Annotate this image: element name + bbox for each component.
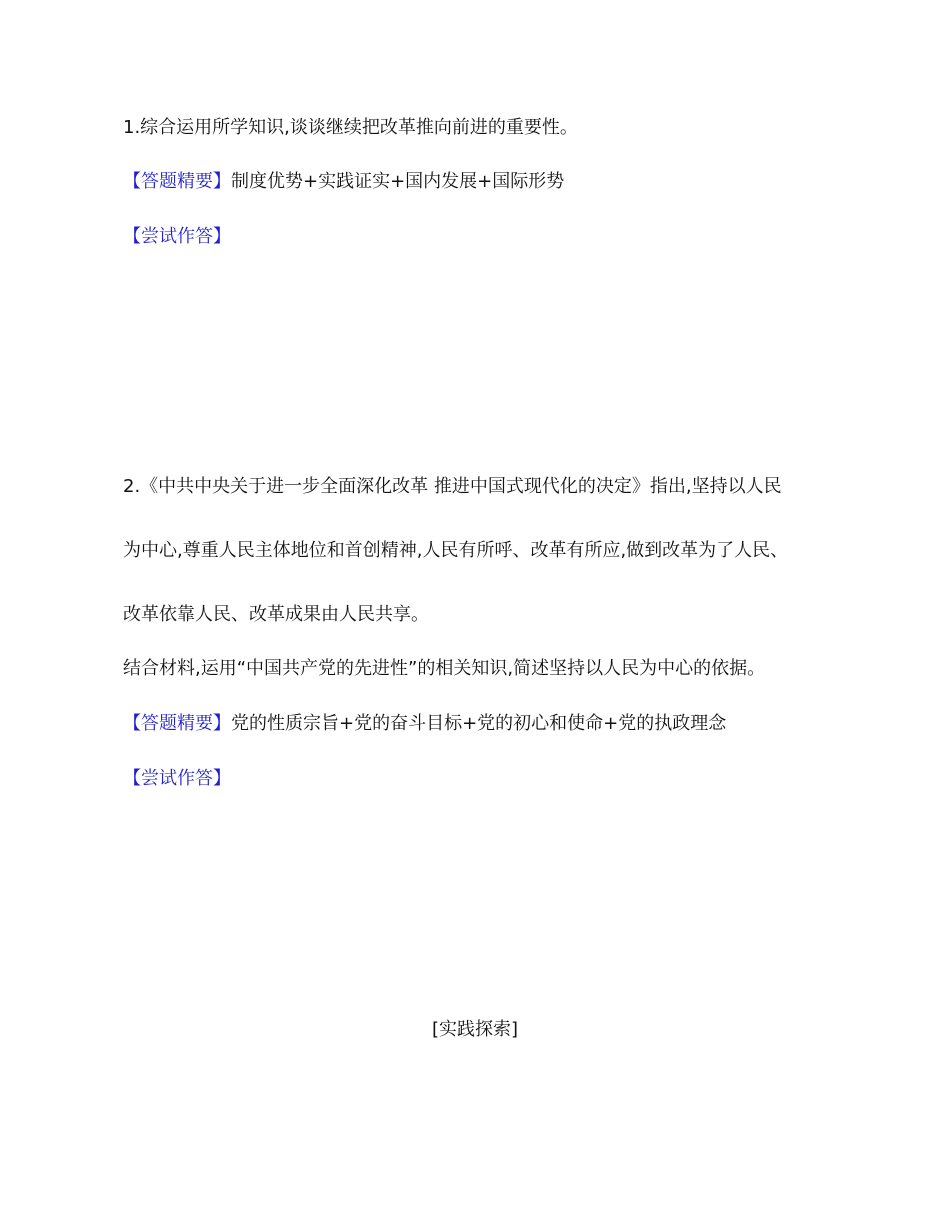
- material-line: 改革依靠人民、改革成果由人民共享。: [123, 604, 429, 625]
- hint-text: 党的性质宗旨+党的奋斗目标+党的初心和使命+党的执政理念: [231, 713, 727, 734]
- question-1-text: 1.综合运用所学知识,谈谈继续把改革推向前进的重要性。: [123, 117, 578, 138]
- try-answer-label: 【尝试作答】: [123, 226, 231, 247]
- hint-text: 制度优势+实践证实+国内发展+国际形势: [231, 171, 565, 192]
- material-line: 2.《中共中央关于进一步全面深化改革 推进中国式现代化的决定》指出,坚持以人民: [123, 476, 782, 497]
- material-line: 为中心,尊重人民主体地位和首创精神,人民有所呼、改革有所应,做到改革为了人民、: [123, 540, 789, 561]
- section-heading: [实践探索]: [431, 1019, 519, 1040]
- question-2-text: 结合材料,运用“中国共产党的先进性”的相关知识,简述坚持以人民为中心的依据。: [123, 658, 766, 679]
- hint-label: 【答题精要】: [123, 713, 231, 734]
- hint-label: 【答题精要】: [123, 171, 231, 192]
- try-answer-label: 【尝试作答】: [123, 768, 231, 789]
- question-1-hint: [123, 170, 564, 194]
- question-2-hint: [123, 712, 726, 736]
